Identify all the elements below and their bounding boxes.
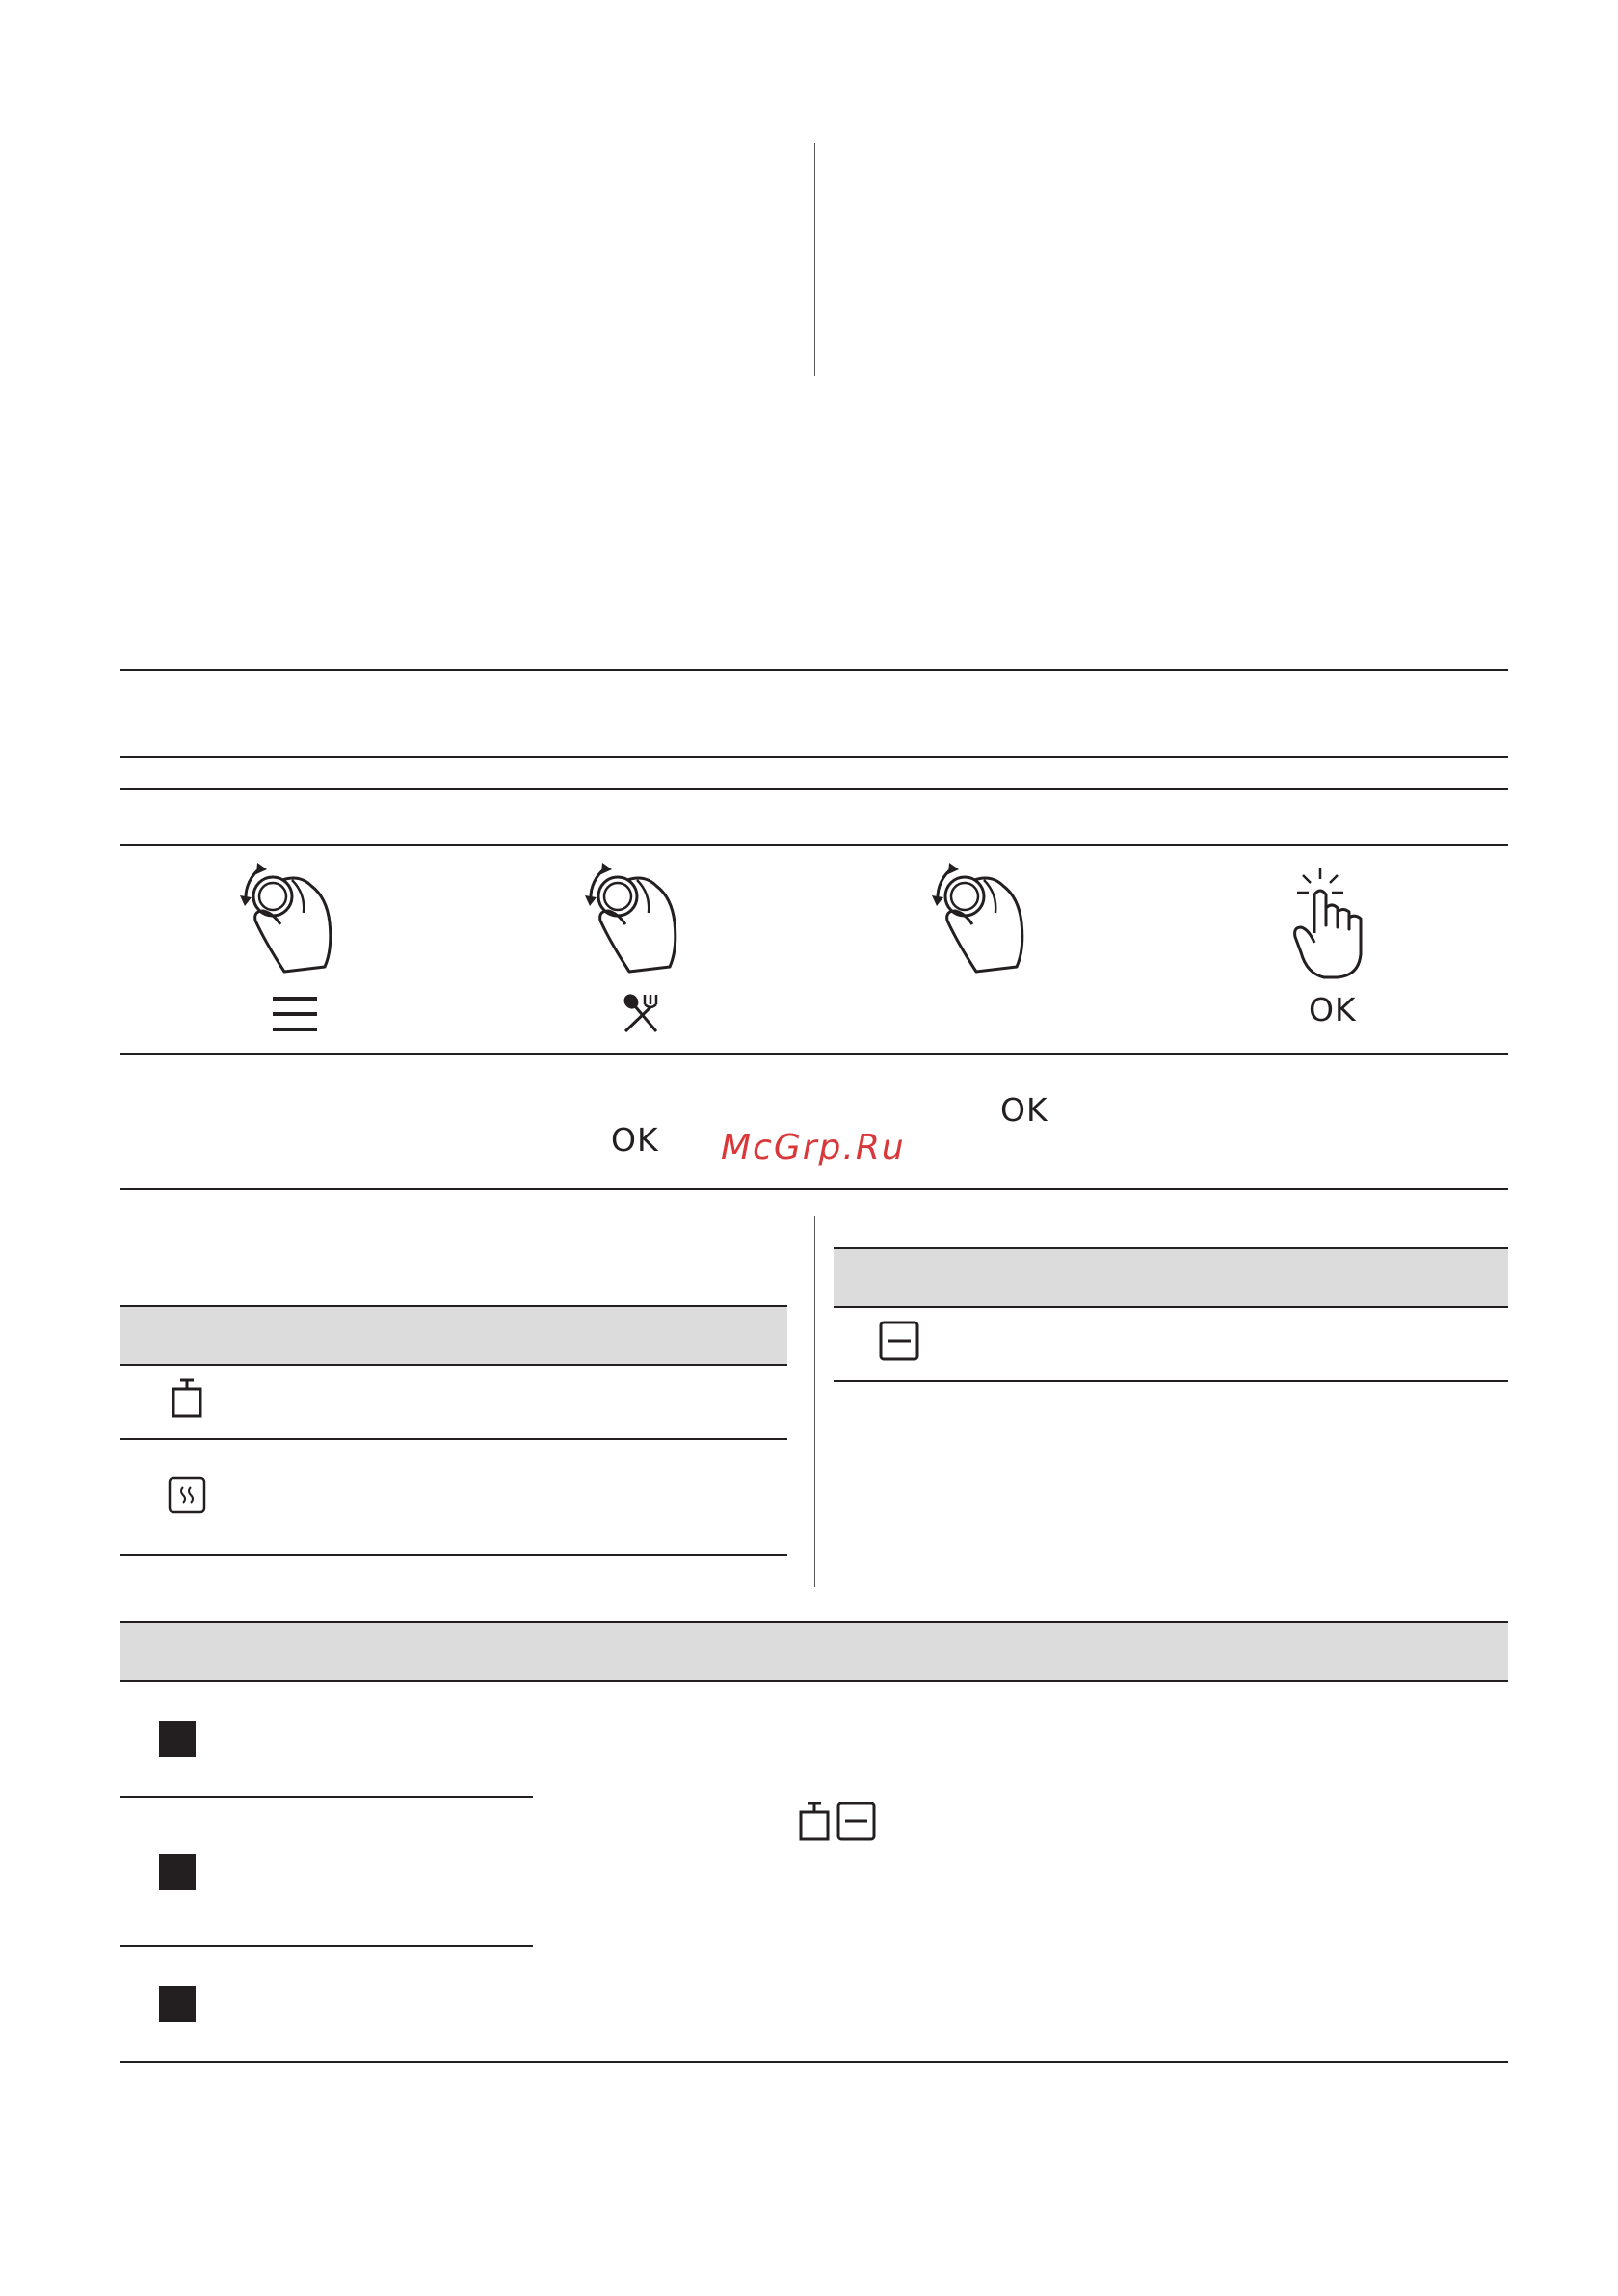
hand-turning-knob-icon [928, 861, 1034, 976]
left-table-header-top-rule [120, 1305, 787, 1307]
instruction-ok-label-b: OK [611, 1121, 659, 1159]
filled-square-icon [159, 1854, 196, 1890]
step-table-top-rule [120, 669, 1508, 671]
step-table-rule-2 [120, 756, 1508, 758]
right-table-header-bottom-rule [834, 1306, 1508, 1308]
left-table-header-bottom-rule [120, 1364, 787, 1366]
dash-box-icon [879, 1321, 919, 1361]
right-table-bottom-rule [834, 1380, 1508, 1382]
bottom-table-row-rule-1 [120, 1796, 533, 1798]
right-table-header [834, 1248, 1508, 1306]
watermark-text: McGrp.Ru [721, 1128, 906, 1167]
bottom-table-bottom-rule [120, 2061, 1508, 2063]
step-table-bottom-rule [120, 1188, 1508, 1190]
hand-turning-knob-icon [581, 861, 687, 976]
top-column-divider [814, 143, 815, 376]
instruction-ok-label-a: OK [1000, 1091, 1048, 1129]
door-lock-icon [171, 1378, 203, 1419]
right-table-header-top-rule [834, 1247, 1508, 1249]
bottom-table-header-bottom-rule [120, 1680, 1508, 1682]
filled-square-icon [159, 1721, 196, 1757]
mid-column-divider [814, 1216, 815, 1587]
left-table-header [120, 1306, 787, 1364]
bottom-table-header [120, 1622, 1508, 1680]
door-lock-dash-box-icon [798, 1798, 879, 1842]
step4-ok-label: OK [1309, 991, 1357, 1028]
spoon-fork-icon [622, 993, 660, 1033]
finger-press-icon [1291, 866, 1368, 981]
bottom-table-header-top-rule [120, 1621, 1508, 1623]
hand-turning-knob-icon [236, 861, 342, 976]
left-table-bottom-rule [120, 1554, 787, 1556]
filled-square-icon [159, 1986, 196, 2022]
left-table-row-rule [120, 1438, 787, 1440]
step-table-rule-4 [120, 844, 1508, 846]
step-table-rule-3 [120, 788, 1508, 790]
menu-icon [273, 995, 317, 1033]
heat-icon [168, 1476, 206, 1514]
step-table-rule-5 [120, 1053, 1508, 1055]
bottom-table-row-rule-2 [120, 1945, 533, 1947]
